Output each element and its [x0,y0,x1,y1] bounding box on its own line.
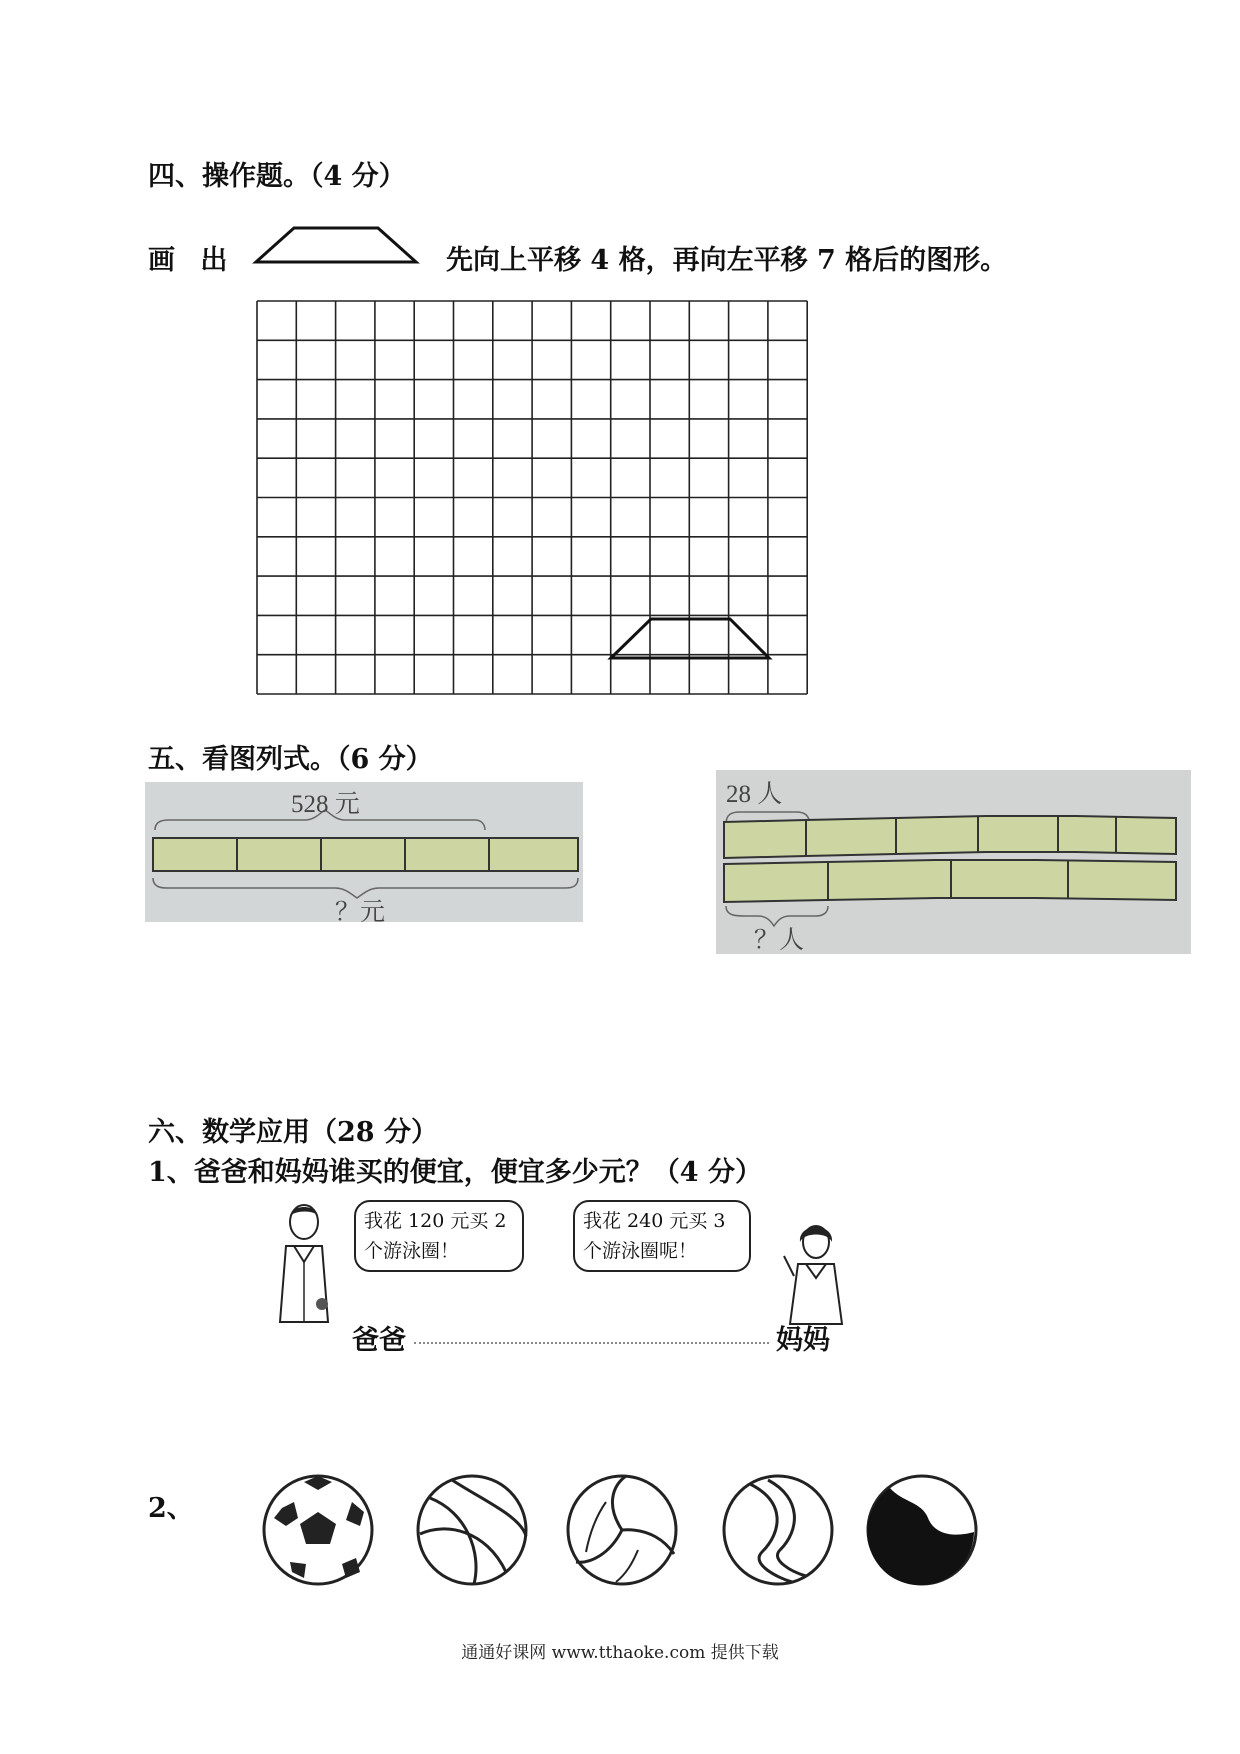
section-4-title: 四、操作题。（4 分） [148,161,406,192]
fig1-top-label: 528 元 [291,791,360,818]
mom-speech-bubble: 我花 240 元买 3 个游泳圈呢！ [573,1200,751,1272]
dad-speech-bubble: 我花 120 元买 2 个游泳圈！ [354,1200,524,1272]
dad-label: 爸爸 [352,1325,406,1356]
translation-grid[interactable] [255,299,815,699]
footer-text: 通通好课网 www.tthaoke.com 提供下载 [461,1643,779,1663]
basketball-icon [418,1476,526,1584]
volleyball-icon [568,1476,676,1584]
bar-model-figure-2 [716,770,1191,954]
fig1-bottom-label: ？元 [335,899,386,922]
instruction-prefix: 画 出 [148,245,236,276]
soccer-ball-icon [264,1476,372,1584]
mom-figure-icon [780,1220,850,1330]
instruction-suffix: 先向上平移 4 格，再向左平移 7 格后的图形。 [446,245,1008,276]
tennis-ball-icon [724,1476,832,1584]
answer-dotted-line[interactable] [414,1342,769,1344]
mom-label: 妈妈 [776,1325,830,1356]
section-6-title: 六、数学应用（28 分） [148,1117,438,1148]
fig2-top-label: 28 人 [726,781,783,808]
bar-model-figure-1 [145,782,583,922]
trapezoid-example-icon [252,224,422,266]
question-1-text: 1、爸爸和妈妈谁买的便宜，便宜多少元？（4 分） [148,1157,762,1188]
section-5-title: 五、看图列式。（6 分） [148,744,433,775]
question-2-label: 2、 [148,1493,194,1524]
baseball-icon [867,1476,976,1585]
dad-figure-icon [270,1200,340,1330]
balls-row [262,1472,982,1602]
fig2-bottom-label: ？人 [754,927,805,954]
